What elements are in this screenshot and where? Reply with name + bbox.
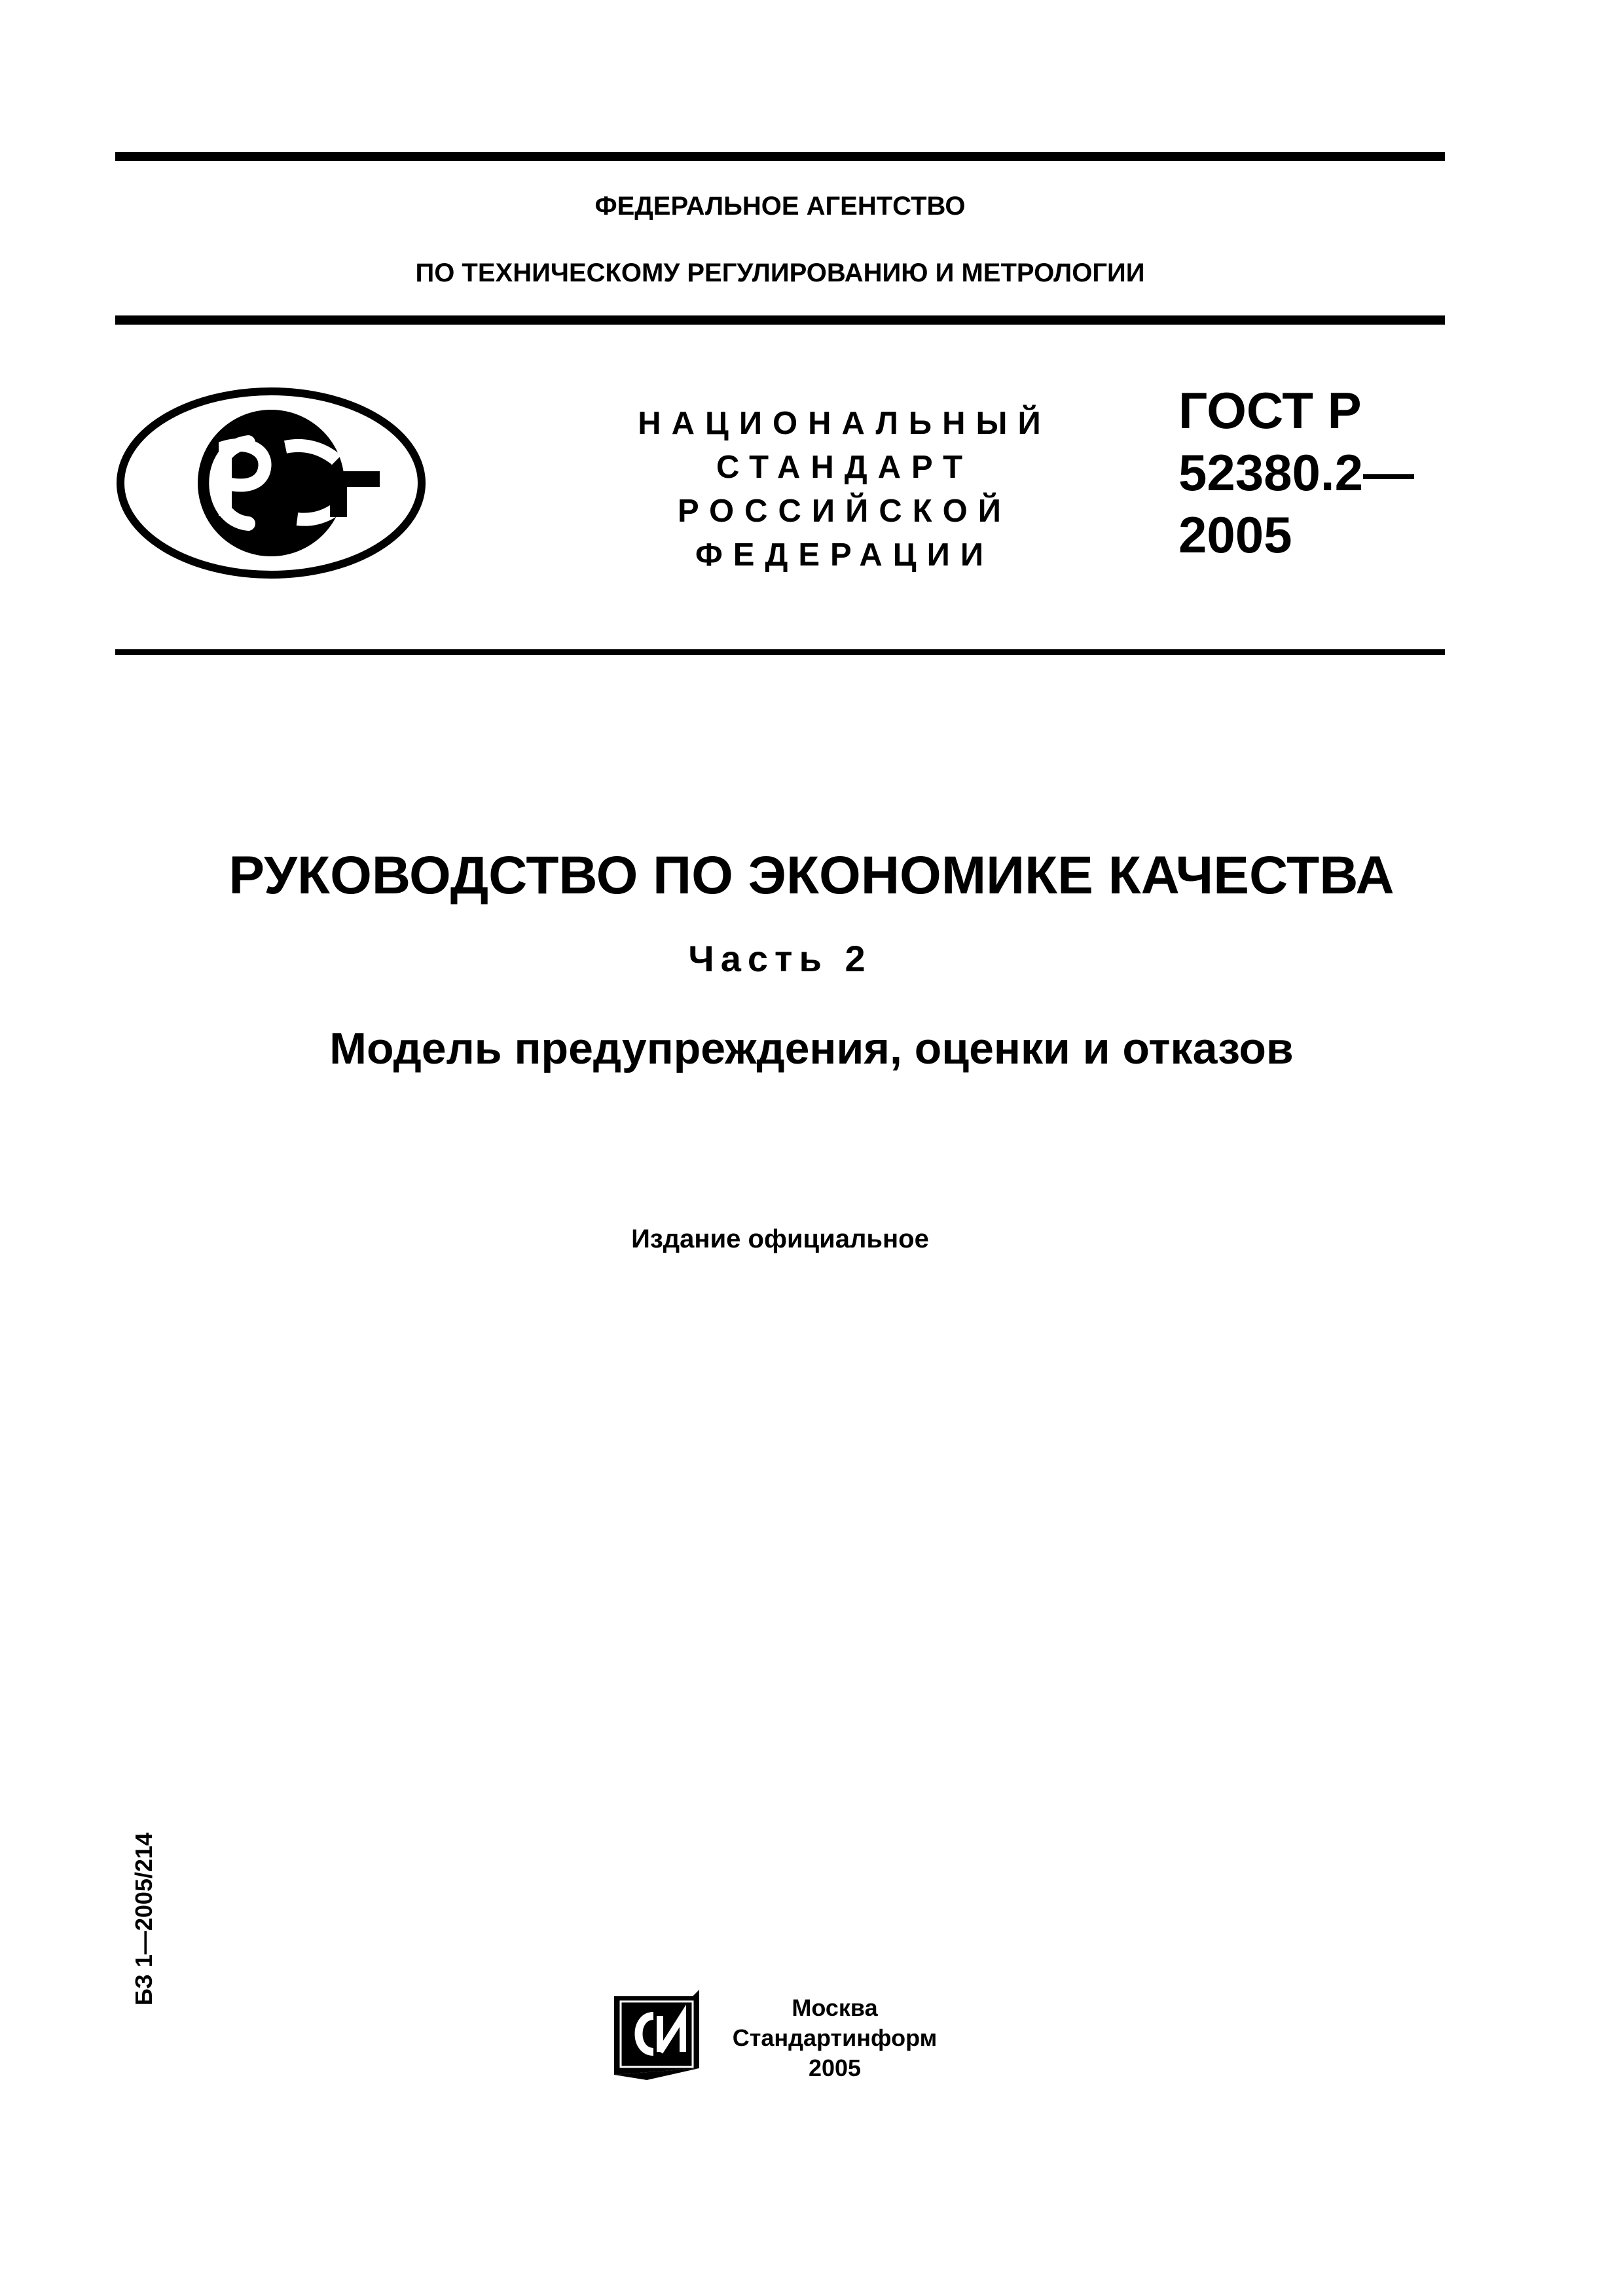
side-code: БЗ 1—2005/214 [130, 1833, 157, 2006]
document-title: РУКОВОДСТВО ПО ЭКОНОМИКЕ КАЧЕСТВА [228, 846, 1395, 905]
national-standard-label [576, 402, 1113, 577]
edition-note: Издание официальное [631, 1225, 929, 1253]
national-line: РОССИЙСКОЙ [678, 493, 1012, 529]
gost-line: 52380.2— [1178, 444, 1414, 501]
rst-certification-emblem-icon [114, 385, 428, 581]
national-line: ФЕДЕРАЦИИ [695, 537, 994, 573]
gost-line: 2005 [1178, 506, 1292, 564]
header-bottom-rule [115, 315, 1445, 325]
agency-line-2: ПО ТЕХНИЧЕСКОМУ РЕГУЛИРОВАНИЮ И МЕТРОЛОГИИ [415, 259, 1145, 287]
agency-line-1: ФЕДЕРАЛЬНОЕ АГЕНТСТВО [594, 192, 966, 221]
standartinform-logo-icon [608, 1990, 706, 2081]
gost-designation [1178, 380, 1453, 566]
standard-bottom-rule [115, 649, 1445, 655]
document-subtitle: Модель предупреждения, оценки и отказов [329, 1024, 1294, 1073]
document-part: Часть 2 [688, 938, 872, 979]
publisher-info [714, 1993, 956, 2083]
top-rule [115, 152, 1445, 161]
publisher-city: Москва [792, 1994, 878, 2021]
publisher-year: 2005 [808, 2054, 862, 2081]
gost-line: ГОСТ Р [1178, 382, 1362, 439]
national-line: СТАНДАРТ [716, 450, 974, 485]
national-line: НАЦИОНАЛЬНЫЙ [638, 406, 1051, 441]
publisher-name: Стандартинформ [732, 2024, 938, 2051]
